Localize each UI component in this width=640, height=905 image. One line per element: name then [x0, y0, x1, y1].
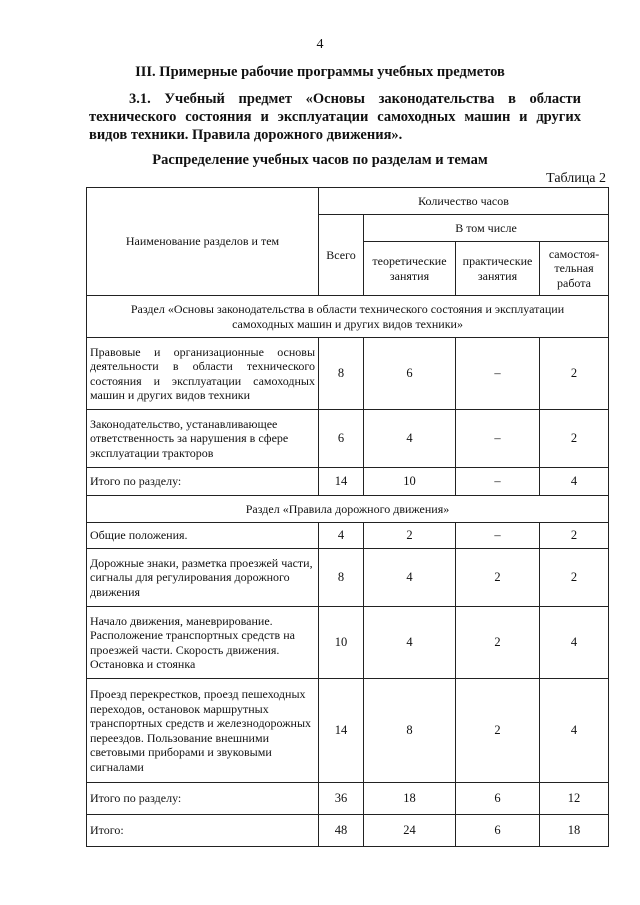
row-practice: 2: [456, 549, 540, 607]
row-self: 4: [540, 607, 609, 679]
row-self: 2: [540, 523, 609, 549]
row-practice: 2: [456, 607, 540, 679]
row-total: 48: [319, 815, 364, 847]
row-total: 4: [319, 523, 364, 549]
table-row: [87, 679, 609, 783]
row-self: 12: [540, 783, 609, 815]
row-practice: 2: [456, 679, 540, 783]
row-self: 2: [540, 338, 609, 410]
row-theory: 4: [364, 549, 456, 607]
section-1-title-row: [87, 296, 609, 338]
table-row: [87, 549, 609, 607]
hours-table: [86, 187, 609, 847]
row-practice: –: [456, 338, 540, 410]
header-self-work: самостоя-тельная работа: [540, 242, 609, 296]
row-name: Итого по разделу:: [87, 468, 319, 496]
row-practice: –: [456, 410, 540, 468]
section-heading: III. Примерные рабочие программы учебных предметов: [135, 64, 505, 80]
row-self: 2: [540, 549, 609, 607]
section-2-title: Раздел «Правила дорожного движения»: [87, 496, 609, 523]
table-row: [87, 607, 609, 679]
row-total: 8: [319, 338, 364, 410]
section-1-title: Раздел «Основы законодательства в области технического состояния и эксплуатации самоходных машин и других видов техники»: [87, 296, 609, 338]
row-total: 10: [319, 607, 364, 679]
table-row: [87, 410, 609, 468]
header-practice: практические занятия: [456, 242, 540, 296]
row-name: Правовые и организационные основы деятельности в области технического состояния и эксплуатации самоходных машин и других видов техники: [87, 338, 319, 410]
row-total: 14: [319, 468, 364, 496]
row-total: 36: [319, 783, 364, 815]
row-self: 4: [540, 468, 609, 496]
table-label: Таблица 2: [546, 171, 606, 186]
row-self: 18: [540, 815, 609, 847]
row-self: 2: [540, 410, 609, 468]
row-theory: 4: [364, 607, 456, 679]
row-theory: 10: [364, 468, 456, 496]
header-hours-group: Количество часов: [319, 188, 609, 215]
row-name: Итого:: [87, 815, 319, 847]
header-row-1: [87, 188, 609, 215]
page-number: 4: [316, 37, 324, 52]
row-name: Дорожные знаки, разметка проезжей части, сигналы для регулирования дорожного движения: [87, 549, 319, 607]
row-theory: 24: [364, 815, 456, 847]
row-theory: 2: [364, 523, 456, 549]
row-total: 8: [319, 549, 364, 607]
header-theory: теоретические занятия: [364, 242, 456, 296]
row-theory: 4: [364, 410, 456, 468]
header-total: Всего: [319, 215, 364, 296]
row-self: 4: [540, 679, 609, 783]
row-name: Начало движения, маневрирование. Расположение транспортных средств на проезжей части. Скорость движения. Остановка и стоянка: [87, 607, 319, 679]
row-total: 14: [319, 679, 364, 783]
section-1-subtotal-row: [87, 468, 609, 496]
subsection-heading: 3.1. Учебный предмет «Основы законодательства в области технического состояния и эксплуатации самоходных машин и других видов техники. Правила дорожного движения».: [89, 91, 581, 143]
row-name: Законодательство, устанавливающее ответственность за нарушения в сфере эксплуатации тракторов: [87, 410, 319, 468]
row-total: 6: [319, 410, 364, 468]
header-including: В том числе: [364, 215, 609, 242]
row-theory: 8: [364, 679, 456, 783]
section-2-subtotal-row: [87, 783, 609, 815]
header-name-col: Наименование разделов и тем: [87, 188, 319, 296]
section-2-title-row: [87, 496, 609, 523]
row-name: Итого по разделу:: [87, 783, 319, 815]
row-practice: –: [456, 523, 540, 549]
distribution-heading: Распределение учебных часов по разделам и темам: [152, 152, 488, 168]
row-name: Проезд перекрестков, проезд пешеходных переходов, остановок маршрутных транспортных средств и железнодорожных переездов. Пользование внешними световыми приборами и звуковыми сигналами: [87, 679, 319, 783]
table-row: [87, 338, 609, 410]
row-name: Общие положения.: [87, 523, 319, 549]
row-theory: 6: [364, 338, 456, 410]
grand-total-row: [87, 815, 609, 847]
table-row: [87, 523, 609, 549]
row-practice: 6: [456, 783, 540, 815]
row-theory: 18: [364, 783, 456, 815]
row-practice: –: [456, 468, 540, 496]
row-practice: 6: [456, 815, 540, 847]
